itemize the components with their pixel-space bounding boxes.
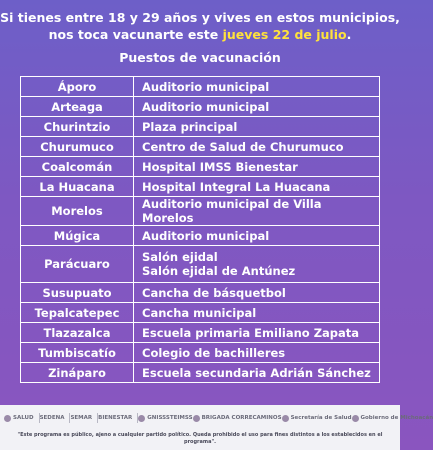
lugar-cell: Escuela primaria Emiliano Zapata (134, 323, 380, 343)
imss-logo: IMSS (177, 415, 193, 421)
municipio-cell: Susupuato (21, 283, 134, 303)
header-highlight-municipios: estos municipios (276, 10, 396, 25)
lugar-cell: Cancha municipal (134, 303, 380, 323)
secretaria-icon (282, 415, 289, 422)
municipio-cell: Zináparo (21, 363, 134, 383)
header-punct: , (395, 10, 400, 25)
lugar-cell: Auditorio municipal (134, 226, 380, 246)
table-row (21, 197, 380, 226)
brigada-icon (193, 415, 200, 422)
table-title: Puestos de vacunación (119, 50, 281, 65)
lugar-cell (134, 246, 380, 283)
table-row (21, 157, 380, 177)
municipio-cell: Múgica (21, 226, 134, 246)
lugar-cell: Hospital IMSS Bienestar (134, 157, 380, 177)
gn-seal-icon (138, 415, 145, 422)
table-row (21, 226, 380, 246)
header-line-1 (0, 9, 400, 26)
header-text: Si tienes entre 18 y 29 años y vives en (0, 10, 277, 25)
table-row (21, 97, 380, 117)
salud-logo: SALUD (4, 413, 40, 423)
table-row (21, 363, 380, 383)
header-line-2 (0, 26, 400, 43)
seal-icon (4, 415, 11, 422)
municipio-cell: Áporo (21, 77, 134, 97)
municipio-cell: Tepalcatepec (21, 303, 134, 323)
table-row (21, 137, 380, 157)
lugar-cell: Colegio de bachilleres (134, 343, 380, 363)
gobierno-michoacan-logo: Gobierno de Michoacán (352, 415, 433, 422)
municipio-cell: Morelos (21, 197, 134, 226)
header-text: nos toca vacunarte este (48, 27, 223, 42)
municipio-cell: La Huacana (21, 177, 134, 197)
header-highlight-date: jueves 22 de julio (222, 27, 347, 42)
table-row (21, 246, 380, 283)
municipio-cell: Churintzio (21, 117, 134, 137)
municipio-cell: Parácuaro (21, 246, 134, 283)
table-row (21, 177, 380, 197)
issste-logo: ISSSTE (156, 415, 178, 421)
municipio-cell: Coalcomán (21, 157, 134, 177)
lugar-cell: Auditorio municipal de Villa Morelos (134, 197, 380, 226)
brigada-logo: BRIGADA CORRECAMINOS (193, 415, 282, 422)
table-row (21, 77, 380, 97)
table-row (21, 303, 380, 323)
legal-disclaimer: "Este programa es público, ajeno a cualquier partido político. Queda prohibido el uso para fines distintos a los establecidos en el programa". (17, 432, 383, 445)
municipio-cell: Tlazazalca (21, 323, 134, 343)
footer-bar (0, 405, 433, 450)
municipio-cell: Churumuco (21, 137, 134, 157)
gn-logo: GN (138, 415, 156, 422)
semar-logo: SEMAR (70, 413, 98, 423)
lugar-cell: Auditorio municipal (134, 77, 380, 97)
header-punct: . (346, 27, 352, 42)
lugar-cell: Cancha de básquetbol (134, 283, 380, 303)
lugar-cell: Auditorio municipal (134, 97, 380, 117)
table-row (21, 117, 380, 137)
secretaria-salud-logo: Secretaría de Salud (282, 415, 352, 422)
lugar-cell: Centro de Salud de Churumuco (134, 137, 380, 157)
lugar-line: Salón ejidal de Antúnez (142, 264, 296, 278)
lugar-line: Salón ejidal (142, 250, 218, 264)
table-row (21, 283, 380, 303)
municipio-cell: Tumbiscatío (21, 343, 134, 363)
vaccination-sites-table (20, 76, 380, 383)
sedena-logo: SEDENA (40, 413, 71, 423)
municipio-cell: Arteaga (21, 97, 134, 117)
michoacan-seal-icon (352, 415, 359, 422)
bienestar-logo: BIENESTAR (98, 413, 138, 423)
announcement-header (0, 9, 400, 43)
table-row (21, 343, 380, 363)
lugar-cell: Hospital Integral La Huacana (134, 177, 380, 197)
lugar-cell: Escuela secundaria Adrián Sánchez (134, 363, 380, 383)
table-row (21, 323, 380, 343)
logo-strip (4, 409, 433, 427)
lugar-cell: Plaza principal (134, 117, 380, 137)
